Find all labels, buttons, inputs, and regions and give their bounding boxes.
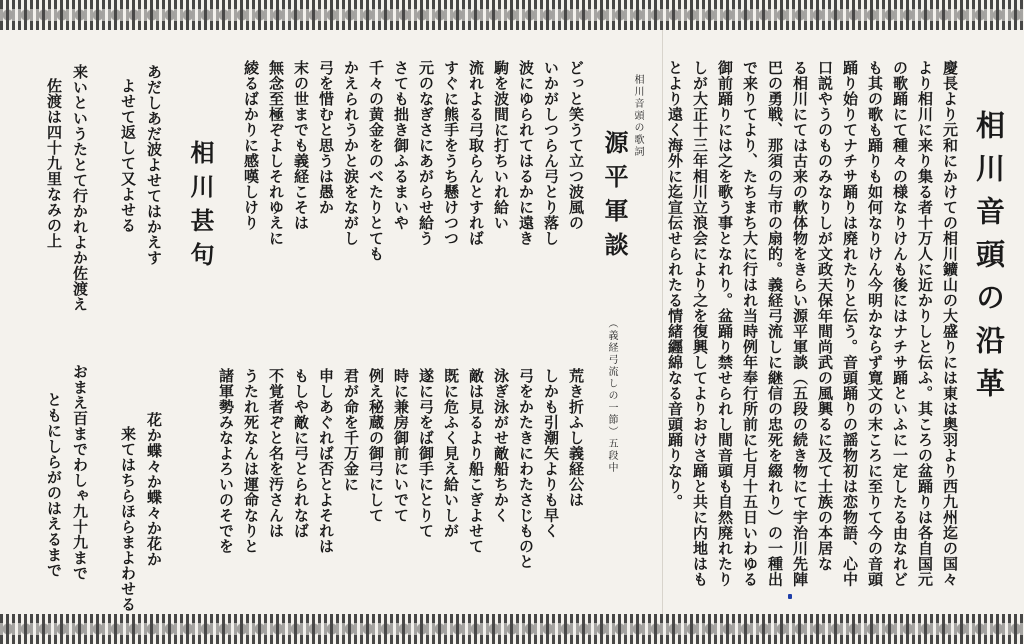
jinku-verse: 来てはちらほらまよわせる xyxy=(119,426,137,612)
lyrics-line: さても拙き御ふるまいや xyxy=(392,60,410,231)
lyrics-line-lower: もしや敵に弓とられなば xyxy=(292,368,310,539)
jinku-verse: あだしあだ波よせてはかえす xyxy=(145,64,163,266)
page-fold-line xyxy=(662,30,663,614)
lyrics-line-lower: 荒き折ふし義経公は xyxy=(567,368,585,508)
jinku-verse: 佐渡は四十九里なみの上 xyxy=(45,78,63,249)
history-line: の歌踊にて種々の様なりけんも後にはナチサ踊といふに一定したる由なれど xyxy=(891,60,909,587)
lyrics-line-lower: 遂に弓をば御手にとりて xyxy=(417,368,435,539)
decorative-border-top xyxy=(0,0,1024,30)
lyrics-line-lower: しかも引潮矢よりも早く xyxy=(542,368,560,539)
lyrics-line-lower: 敵は見るより船こぎよせて xyxy=(467,368,485,554)
history-title: 相川音頭の沿革 xyxy=(972,110,1006,411)
lyrics-line-lower: 君が命を千万金に xyxy=(342,368,360,492)
lyrics-line-lower: 申しあぐれば否とよそれは xyxy=(317,368,335,554)
lyrics-line: かえられうかと涙をながし xyxy=(342,60,360,246)
jinku-verse: 花か蝶々か蝶々か花か xyxy=(145,412,163,567)
ink-dot xyxy=(788,594,792,599)
history-line: より相川に来り集る者十万人に近かりしと伝ふ。其ころの盆踊りは各自国元 xyxy=(916,60,934,587)
lyrics-subtitle: （義経弓流しの一節）五段中 xyxy=(606,318,617,474)
lyrics-line-lower: 例え秘蔵の御弓にして xyxy=(367,368,385,523)
history-line: 踊り始りてナチサ踊りは廃れたりと伝う。音頭踊りの謡物初は恋物語、心中 xyxy=(841,60,859,587)
jinku-title: 相川甚句 xyxy=(186,140,215,276)
history-line: も其の歌も踊りも如何なりけん今明かならず寛文の末ころに至りて今の音頭 xyxy=(866,60,884,587)
history-line: 巴の勇戦、那須の与市の扇的。義経弓流しに継信の忠死を綴れり）の一種出 xyxy=(766,60,784,587)
lyrics-line: いかがしつらん弓とり落し xyxy=(542,60,560,246)
lyrics-line: 駒を波間に打ちいれ給い xyxy=(492,60,510,231)
history-line: 慶長より元和にかけての相川鑛山の大盛りには東は奥羽より西九州迄の国々 xyxy=(941,60,959,587)
lyrics-label: 相川音頭の歌詞 xyxy=(632,74,643,158)
history-line: る相川にては古来の軟体物をきらい源平軍談（五段の続き物にて宇治川先陣 xyxy=(791,60,809,587)
lyrics-line-lower: 不覚者ぞと名を汚さんは xyxy=(267,368,285,539)
history-line: しが大正十三年相川立浪会により之を復興してよりおけさ踊と共に内地はも xyxy=(691,60,709,587)
lyrics-line-lower: 時に兼房御前にいでて xyxy=(392,368,410,523)
history-line: とより遠く海外に迄宣伝せられたる情緒纒綿なる音頭踊りなり。 xyxy=(666,60,684,510)
lyrics-line-lower: うたれ死なんは運命なりと xyxy=(242,368,260,554)
lyrics-title: 源平軍談 xyxy=(600,130,629,266)
lyrics-line-lower: 泳ぎ泳がせ敵船ちかく xyxy=(492,368,510,523)
lyrics-line: 元のなぎさにあがらせ給う xyxy=(417,60,435,246)
history-line: 御前踊りには之を歌う事となれり。盆踊り禁せられし間音頭も自然廃れたり xyxy=(716,60,734,587)
lyrics-line: 流れよる弓取らんとすれば xyxy=(467,60,485,246)
jinku-verse: よせて返して又よせる xyxy=(119,78,137,233)
history-line: 口説やうのものみなりしが文政天保年間尚武の風興るに及て士族の本居な xyxy=(816,60,834,572)
lyrics-line-lower: 諸軍勢みなよろいのそでを xyxy=(217,368,235,554)
jinku-verse: 来いというたとて行かれよか佐渡え xyxy=(71,64,89,312)
lyrics-line: 波にゆられてはるかに遠き xyxy=(517,60,535,246)
history-line: で来りてより、たちまち大に行はれ当時例年奉行所前に七月十五日いわゆる xyxy=(741,60,759,587)
lyrics-line: 末の世までも義経こそは xyxy=(292,60,310,231)
jinku-verse: おまえ百までわしゃ九十九まで xyxy=(71,364,89,581)
lyrics-line: 弓を惜むと思うは愚か xyxy=(317,60,335,215)
lyrics-line: 無念至極ぞよしそれゆえに xyxy=(267,60,285,246)
lyrics-line-lower: 弓をかたきにわたさじものと xyxy=(517,368,535,570)
lyrics-line: どっと笑うて立つ波風の xyxy=(567,60,585,231)
lyrics-line-lower: 既に危ふく見え給いしが xyxy=(442,368,460,539)
decorative-border-bottom xyxy=(0,614,1024,644)
lyrics-line: 千々の黄金をのべたりとても xyxy=(367,60,385,262)
lyrics-line: 綾るばかりに感嘆しけり xyxy=(242,60,260,231)
jinku-verse: ともにしらがのはえるまで xyxy=(45,392,63,578)
lyrics-line: すぐに熊手をうち懸けつつ xyxy=(442,60,460,246)
